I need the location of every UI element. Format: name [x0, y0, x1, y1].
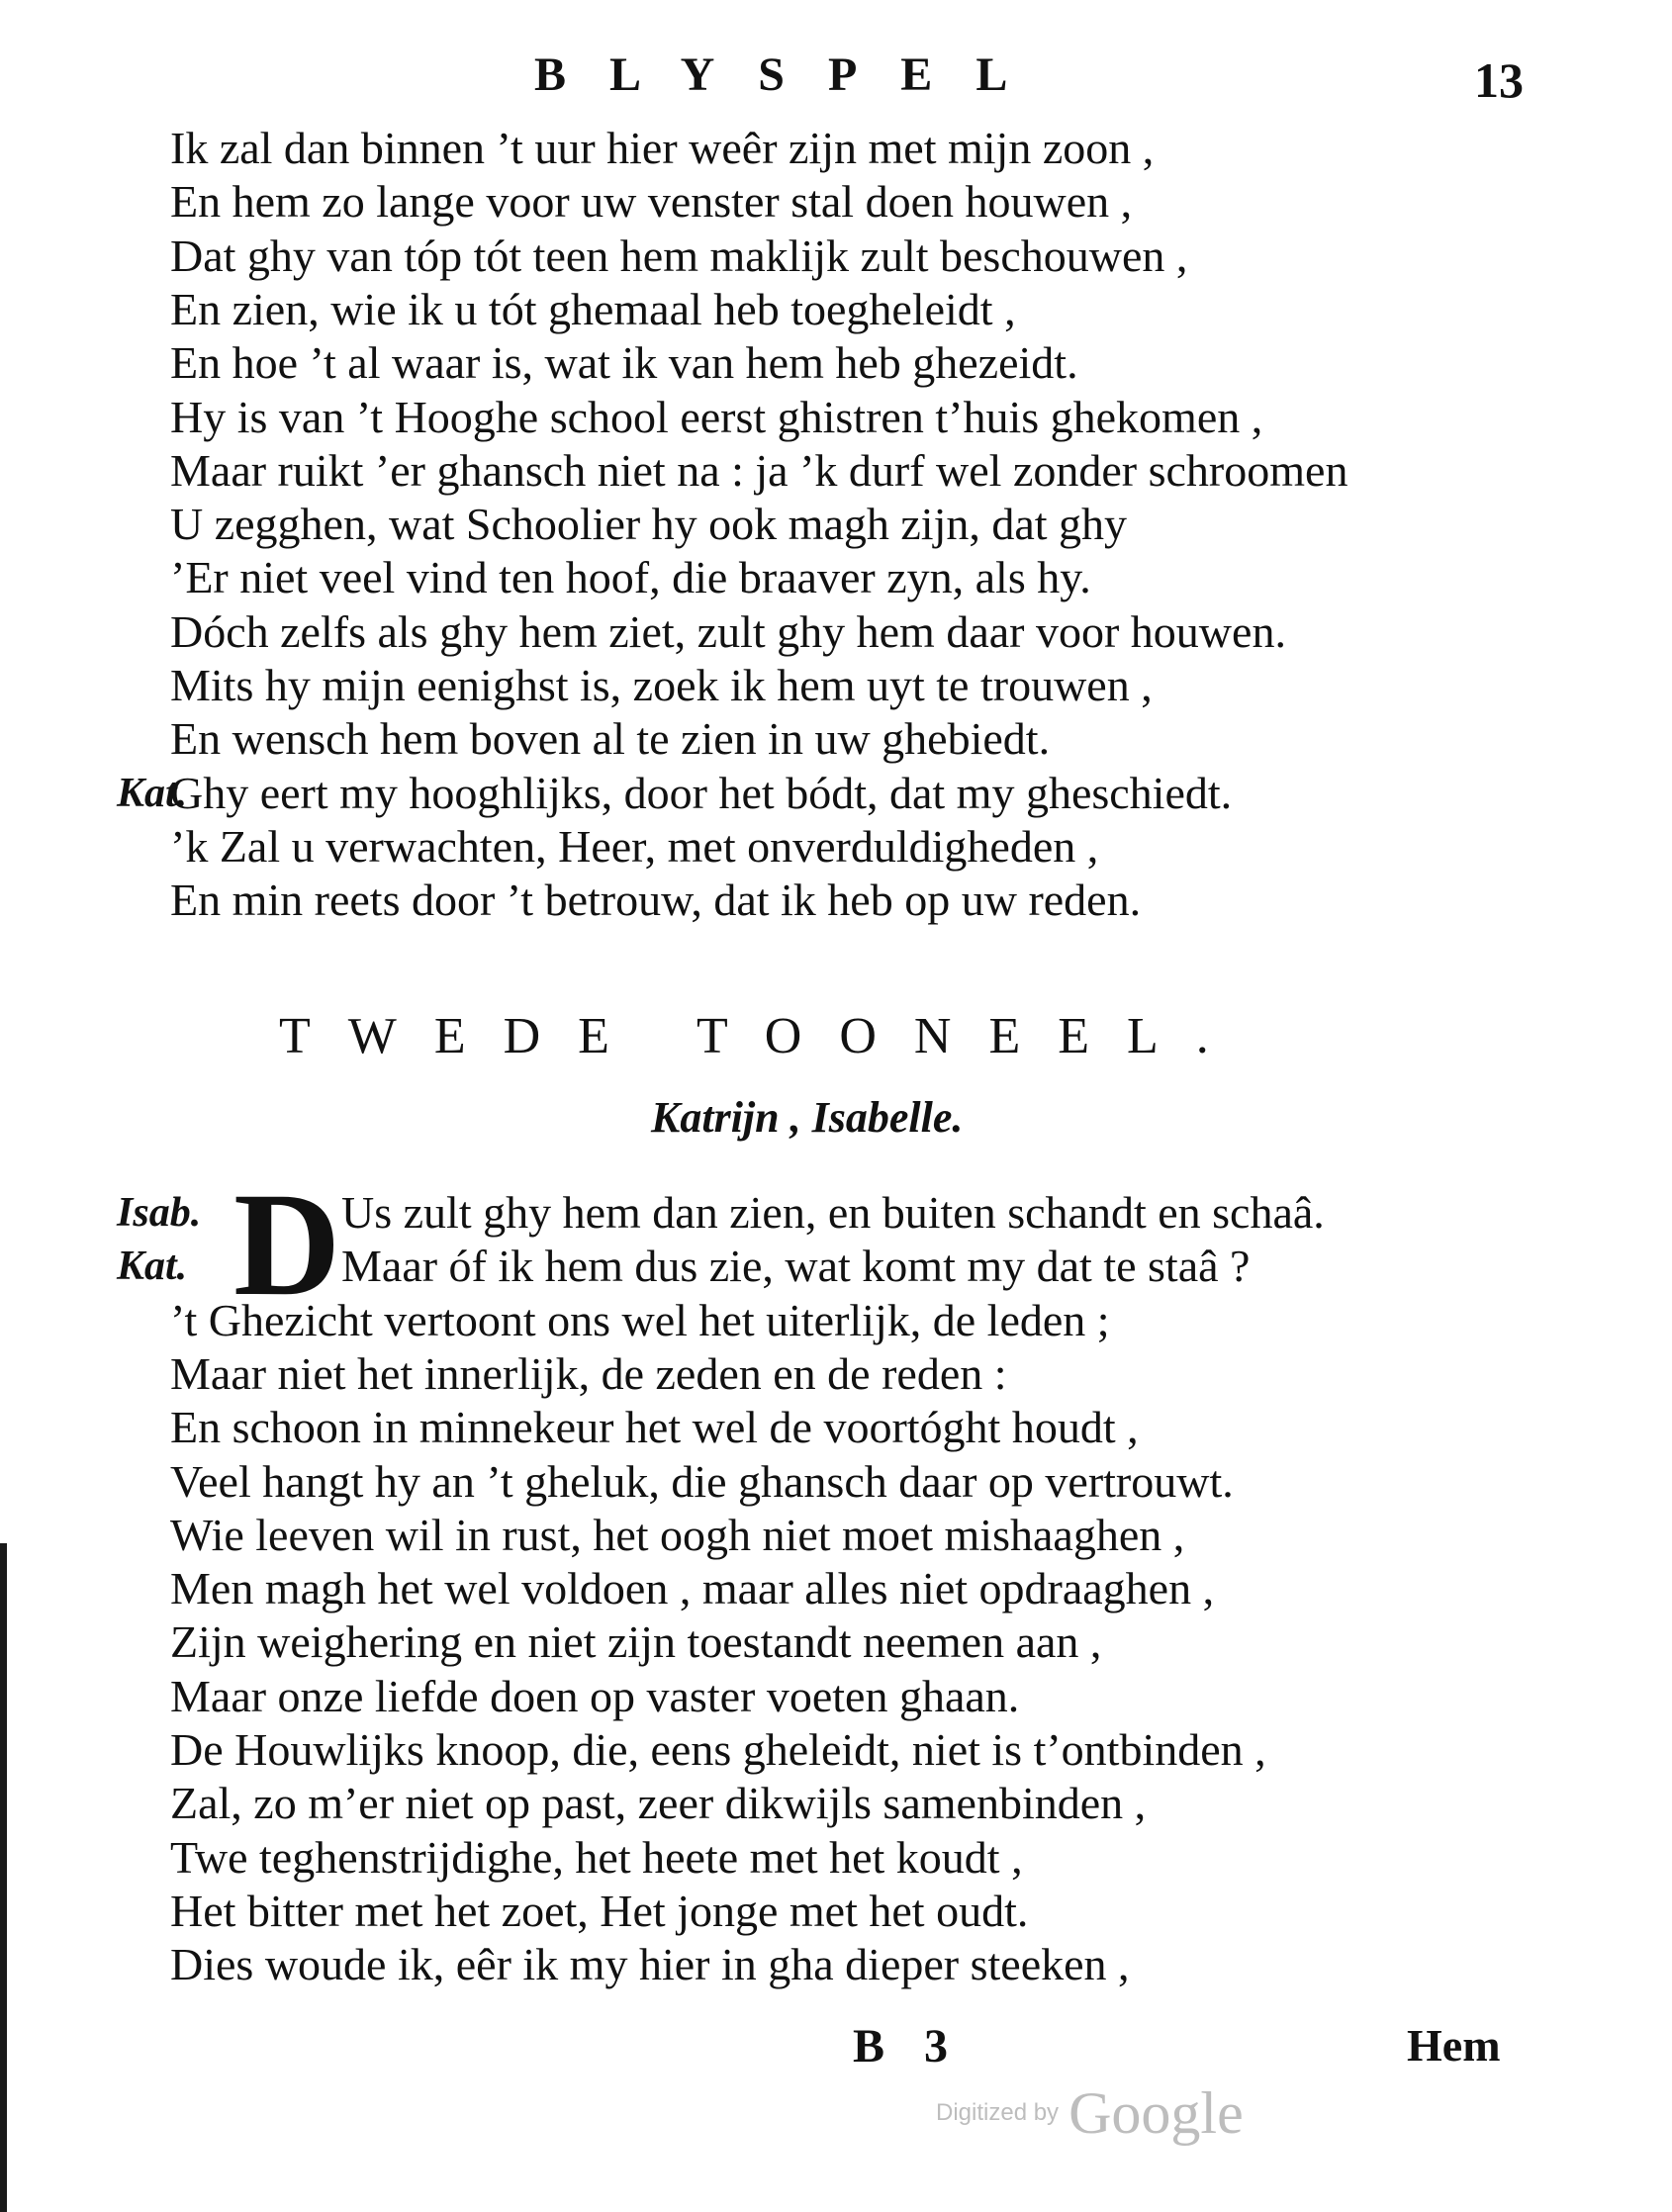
- verse-text: ’k Zal u verwachten, Heer, met onverduldigheden ,: [170, 820, 1099, 872]
- verse-text: Men magh het wel voldoen , maar alles niet opdraaghen ,: [170, 1563, 1215, 1614]
- verse-line: [0, 1346, 1672, 1402]
- verse-line: [0, 711, 1672, 767]
- page-number: 13: [1474, 52, 1524, 108]
- signature-mark: B 3: [853, 2020, 963, 2073]
- watermark-prefix: Digitized by: [936, 2099, 1060, 2126]
- verse-text: En schoon in minnekeur het wel de voortóght houdt ,: [170, 1402, 1139, 1453]
- verse-text: Mits hy mijn eenighst is, zoek ik hem uyt te trouwen ,: [170, 660, 1153, 710]
- verse-line: [0, 121, 1672, 176]
- catchword: Hem: [1407, 2020, 1501, 2071]
- verse-line: [0, 1400, 1672, 1455]
- scene-heading: TWEDE TOONEEL.: [279, 1008, 1247, 1064]
- verse-text: Maar óf ik hem dus zie, wat komt my dat te staâ ?: [341, 1241, 1251, 1292]
- verse-text: Twe teghenstrijdighe, het heete met het koudt ,: [170, 1831, 1023, 1883]
- watermark-logo: Google: [1068, 2080, 1244, 2146]
- running-head: BLYSPEL: [534, 48, 1052, 101]
- verse-line: [0, 1884, 1672, 1939]
- verse-line: [0, 658, 1672, 713]
- verse-text: En hem zo lange voor uw venster stal doen houwen ,: [170, 176, 1133, 228]
- verse-text: Maar ruikt ’er ghansch niet na : ja ’k durf wel zonder schroomen: [170, 444, 1348, 496]
- speaker-label: Isab.: [117, 1190, 202, 1236]
- verse-text: En wensch hem boven al te zien in uw ghebiedt.: [170, 713, 1051, 765]
- verse-text: Veel hangt hy an ’t gheluk, die ghansch daar op vertrouwt.: [170, 1455, 1234, 1507]
- verse-line: [0, 873, 1672, 928]
- verse-text: ’t Ghezicht vertoont ons wel het uiterlijk, de leden ;: [170, 1294, 1110, 1345]
- verse-text: Ghy eert my hooghlijks, door het bódt, dat my gheschiedt.: [170, 767, 1233, 818]
- verse-text: En hoe ’t al waar is, wat ik van hem heb ghezeidt.: [170, 337, 1078, 389]
- verse-line: [0, 1937, 1672, 1992]
- verse-line: [0, 1830, 1672, 1886]
- verse-text: Hy is van ’t Hooghe school eerst ghistren t’huis ghekomen ,: [170, 391, 1263, 442]
- drop-cap: D: [233, 1162, 341, 1327]
- verse-line: [0, 1185, 1672, 1241]
- verse-text: Maar niet het innerlijk, de zeden en de reden :: [170, 1347, 1007, 1399]
- verse-text: De Houwlijks knoop, die, eens gheleidt, niet is t’ontbinden ,: [170, 1724, 1266, 1775]
- verse-line: [0, 819, 1672, 875]
- verse-line: [0, 443, 1672, 499]
- digitization-watermark: [936, 2080, 1244, 2146]
- verse-text: Zijn weighering en niet zijn toestandt neemen aan ,: [170, 1616, 1102, 1668]
- verse-text: Ik zal dan binnen ’t uur hier weêr zijn met mijn zoon ,: [170, 123, 1155, 173]
- verse-line: [0, 604, 1672, 660]
- verse-line: [0, 550, 1672, 605]
- verse-line: [0, 1776, 1672, 1831]
- scene-characters: Katrijn , Isabelle.: [651, 1093, 964, 1142]
- verse-line: [0, 766, 1672, 821]
- verse-line: [0, 174, 1672, 230]
- verse-line: [0, 497, 1672, 552]
- verse-line: [0, 335, 1672, 391]
- verse-text: Maar onze liefde doen op vaster voeten ghaan.: [170, 1670, 1020, 1721]
- verse-text: ’Er niet veel vind ten hoof, die braaver zyn, als hy.: [170, 552, 1091, 603]
- verse-line: [0, 1293, 1672, 1348]
- verse-text: En min reets door ’t betrouw, dat ik heb op uw reden.: [170, 875, 1142, 926]
- verse-text: Dat ghy van tóp tót teen hem maklijk zult beschouwen ,: [170, 230, 1188, 281]
- verse-line: [0, 1454, 1672, 1510]
- verse-text: U zegghen, wat Schoolier hy ook magh zijn, dat ghy: [170, 499, 1128, 550]
- verse-line: [0, 229, 1672, 284]
- verse-line: [0, 1669, 1672, 1724]
- verse-text: En zien, wie ik u tót ghemaal heb toegheleidt ,: [170, 283, 1016, 334]
- verse-text: Wie leeven wil in rust, het oogh niet moet mishaaghen ,: [170, 1509, 1185, 1560]
- speaker-label: Kat.: [117, 770, 188, 816]
- verse-text: Us zult ghy hem dan zien, en buiten schandt en schaâ.: [341, 1187, 1325, 1238]
- verse-line: [0, 1722, 1672, 1778]
- speaker-label: Kat.: [117, 1244, 188, 1290]
- verse-line: [0, 1239, 1672, 1294]
- verse-line: [0, 1614, 1672, 1670]
- verse-line: [0, 282, 1672, 337]
- verse-line: [0, 1508, 1672, 1563]
- verse-text: Het bitter met het zoet, Het jonge met het oudt.: [170, 1885, 1029, 1936]
- verse-text: Dóch zelfs als ghy hem ziet, zult ghy hem daar voor houwen.: [170, 605, 1286, 657]
- verse-text: Zal, zo m’er niet op past, zeer dikwijls samenbinden ,: [170, 1778, 1147, 1829]
- verse-line: [0, 1561, 1672, 1616]
- verse-line: [0, 390, 1672, 445]
- verse-text: Dies woude ik, eêr ik my hier in gha dieper steeken ,: [170, 1939, 1130, 1990]
